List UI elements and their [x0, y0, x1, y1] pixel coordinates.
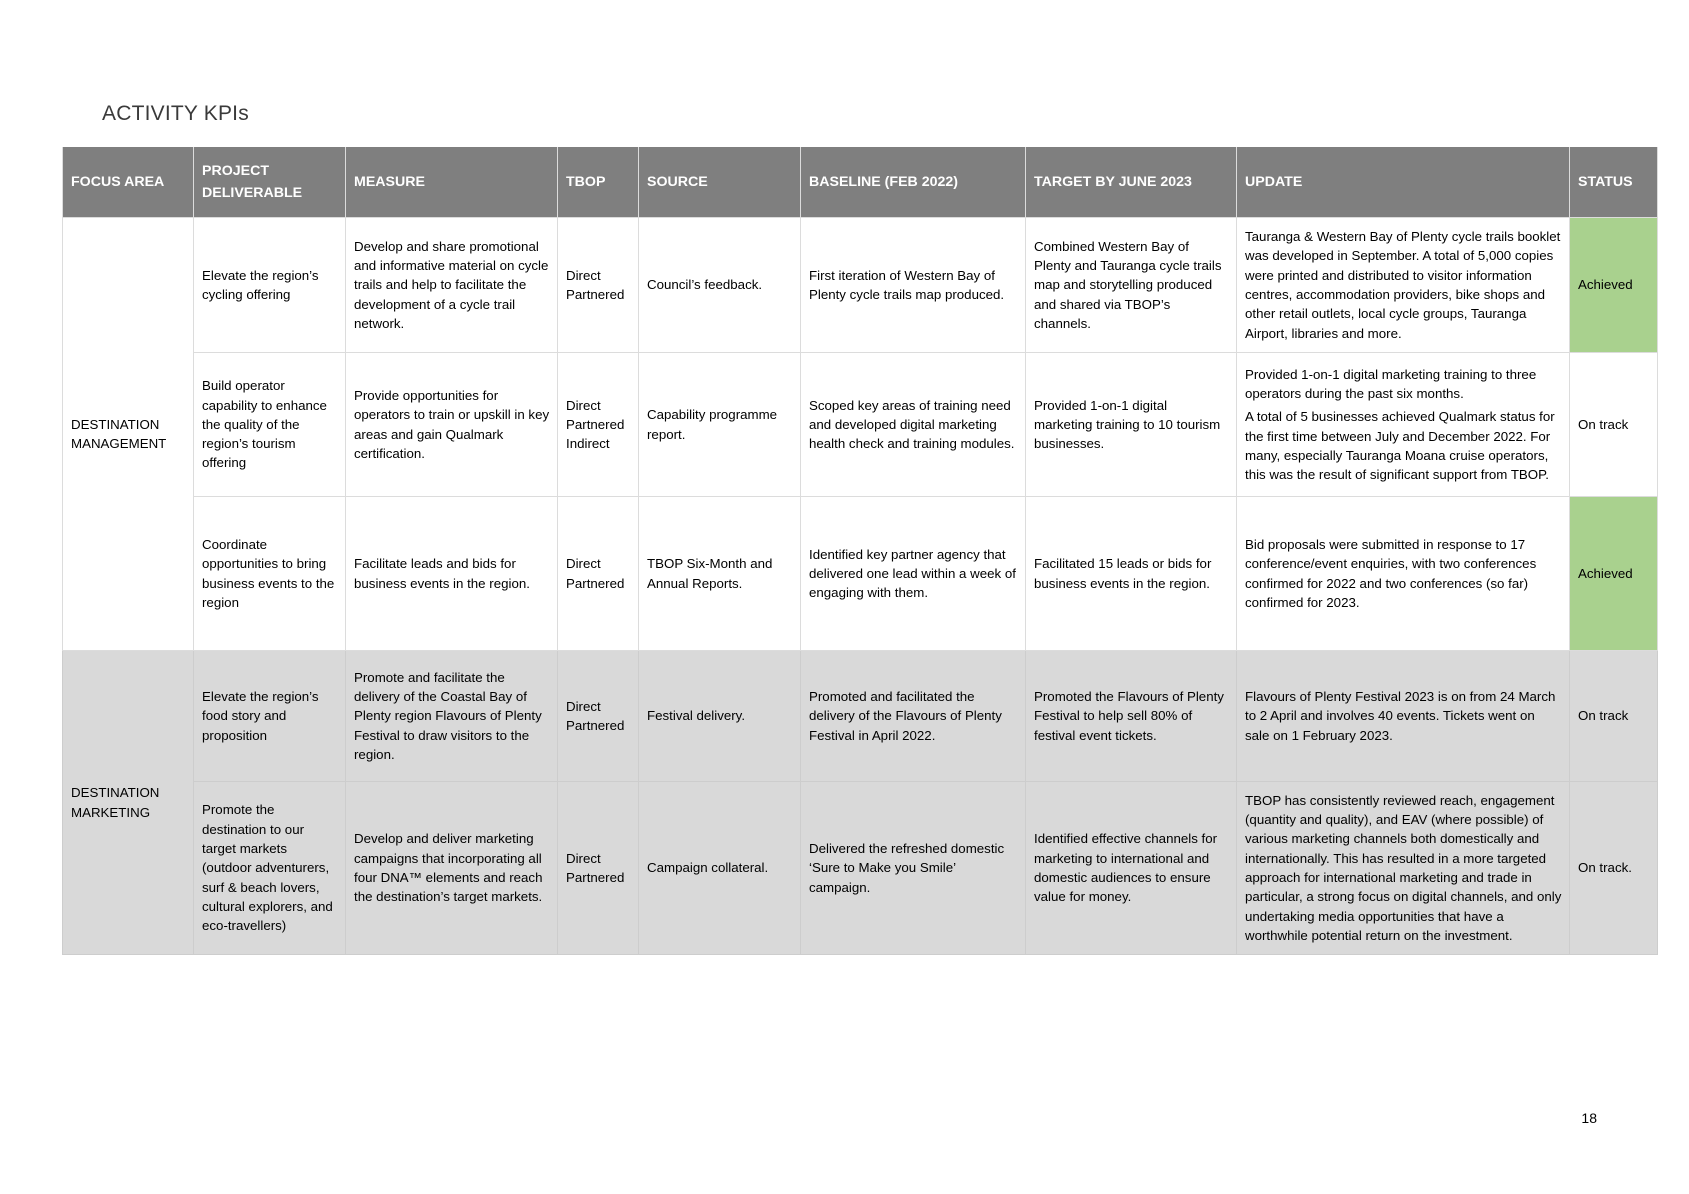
- focus-area-cell: DESTINATION MARKETING: [63, 651, 194, 955]
- header-status: STATUS: [1570, 147, 1658, 218]
- target-cell: Combined Western Bay of Plenty and Tauranga cycle trails map and storytelling produced and shared via TBOP’s channels.: [1026, 218, 1237, 353]
- tbop-cell: Direct Partnered: [558, 218, 639, 353]
- update-paragraph: Bid proposals were submitted in response to 17 conference/event enquiries, with two conferences confirmed for 2022 and two conferences (so far) confirmed for 2023.: [1245, 536, 1537, 610]
- measure-cell: Promote and facilitate the delivery of the Coastal Bay of Plenty region Flavours of Plenty Festival to draw visitors to the region.: [346, 651, 558, 782]
- baseline-cell: First iteration of Western Bay of Plenty cycle trails map produced.: [801, 218, 1026, 353]
- update-cell: [1237, 218, 1570, 353]
- table-row: [63, 353, 1658, 497]
- baseline-cell: Promoted and facilitated the delivery of the Flavours of Plenty Festival in April 2022.: [801, 651, 1026, 782]
- table-row: [63, 218, 1658, 353]
- update-cell: [1237, 782, 1570, 955]
- header-measure: MEASURE: [346, 147, 558, 218]
- status-cell: Achieved: [1570, 218, 1658, 353]
- tbop-cell: Direct Partnered: [558, 497, 639, 651]
- deliverable-cell: Build operator capability to enhance the quality of the region’s tourism offering: [194, 353, 346, 497]
- activity-kpi-table: [62, 147, 1658, 955]
- status-cell: On track: [1570, 651, 1658, 782]
- table-row: [63, 497, 1658, 651]
- page-number: 18: [1581, 1110, 1597, 1126]
- status-cell: On track.: [1570, 782, 1658, 955]
- measure-cell: Facilitate leads and bids for business events in the region.: [346, 497, 558, 651]
- source-cell: TBOP Six-Month and Annual Reports.: [639, 497, 801, 651]
- deliverable-cell: Promote the destination to our target markets (outdoor adventurers, surf & beach lovers, cultural explorers, and eco-travellers): [194, 782, 346, 955]
- baseline-cell: Scoped key areas of training need and developed digital marketing health check and training modules.: [801, 353, 1026, 497]
- update-cell: [1237, 651, 1570, 782]
- update-paragraph: Tauranga & Western Bay of Plenty cycle trails booklet was developed in September. A total of 5,000 copies were printed and distributed to visitor information centres, accommodation providers, bike shops and other retail outlets, local cycle groups, Tauranga Airport, libraries and more.: [1245, 229, 1561, 341]
- update-paragraph: Flavours of Plenty Festival 2023 is on from 24 March to 2 April and involves 40 events. Tickets went on sale on 1 February 2023.: [1245, 689, 1556, 743]
- source-cell: Capability programme report.: [639, 353, 801, 497]
- target-cell: Facilitated 15 leads or bids for business events in the region.: [1026, 497, 1237, 651]
- target-cell: Identified effective channels for marketing to international and domestic audiences to ensure value for money.: [1026, 782, 1237, 955]
- header-tbop: TBOP: [558, 147, 639, 218]
- table-header-row: [63, 147, 1658, 218]
- source-cell: Festival delivery.: [639, 651, 801, 782]
- page-title: ACTIVITY KPIs: [102, 102, 249, 125]
- measure-cell: Provide opportunities for operators to train or upskill in key areas and gain Qualmark certification.: [346, 353, 558, 497]
- baseline-cell: Identified key partner agency that delivered one lead within a week of engaging with them.: [801, 497, 1026, 651]
- source-cell: Council’s feedback.: [639, 218, 801, 353]
- header-target: TARGET BY JUNE 2023: [1026, 147, 1237, 218]
- update-paragraph: Provided 1-on-1 digital marketing training to three operators during the past six months.: [1245, 366, 1537, 401]
- header-focus-area: FOCUS AREA: [63, 147, 194, 218]
- target-cell: Promoted the Flavours of Plenty Festival to help sell 80% of festival event tickets.: [1026, 651, 1237, 782]
- focus-area-cell: DESTINATION MANAGEMENT: [63, 218, 194, 651]
- tbop-cell: Direct Partnered Indirect: [558, 353, 639, 497]
- deliverable-cell: Elevate the region’s cycling offering: [194, 218, 346, 353]
- baseline-cell: Delivered the refreshed domestic ‘Sure to Make you Smile’ campaign.: [801, 782, 1026, 955]
- header-source: SOURCE: [639, 147, 801, 218]
- target-cell: Provided 1-on-1 digital marketing training to 10 tourism businesses.: [1026, 353, 1237, 497]
- measure-cell: Develop and deliver marketing campaigns that incorporating all four DNA™ elements and reach the destination’s target markets.: [346, 782, 558, 955]
- update-paragraph: A total of 5 businesses achieved Qualmark status for the first time between July and December 2022. For many, especially Tauranga Moana cruise operators, this was the result of significant support from TBOP.: [1245, 409, 1555, 483]
- table-row: [63, 782, 1658, 955]
- status-cell: Achieved: [1570, 497, 1658, 651]
- deliverable-cell: Elevate the region’s food story and proposition: [194, 651, 346, 782]
- source-cell: Campaign collateral.: [639, 782, 801, 955]
- update-paragraph: TBOP has consistently reviewed reach, engagement (quantity and quality), and EAV (where possible) of various marketing channels both domestically and internationally. This has resulted in a more targeted approach for international marketing and trade in particular, a strong focus on digital channels, and only undertaking media opportunities that have a worthwhile potential return on the investment.: [1245, 792, 1562, 943]
- tbop-cell: Direct Partnered: [558, 782, 639, 955]
- header-project-deliverable: PROJECT DELIVERABLE: [194, 147, 346, 218]
- table-row: [63, 651, 1658, 782]
- update-cell: [1237, 353, 1570, 497]
- measure-cell: Develop and share promotional and informative material on cycle trails and help to facilitate the development of a cycle trail network.: [346, 218, 558, 353]
- tbop-cell: Direct Partnered: [558, 651, 639, 782]
- header-baseline: BASELINE (FEB 2022): [801, 147, 1026, 218]
- status-cell: On track: [1570, 353, 1658, 497]
- deliverable-cell: Coordinate opportunities to bring business events to the region: [194, 497, 346, 651]
- header-update: UPDATE: [1237, 147, 1570, 218]
- update-cell: [1237, 497, 1570, 651]
